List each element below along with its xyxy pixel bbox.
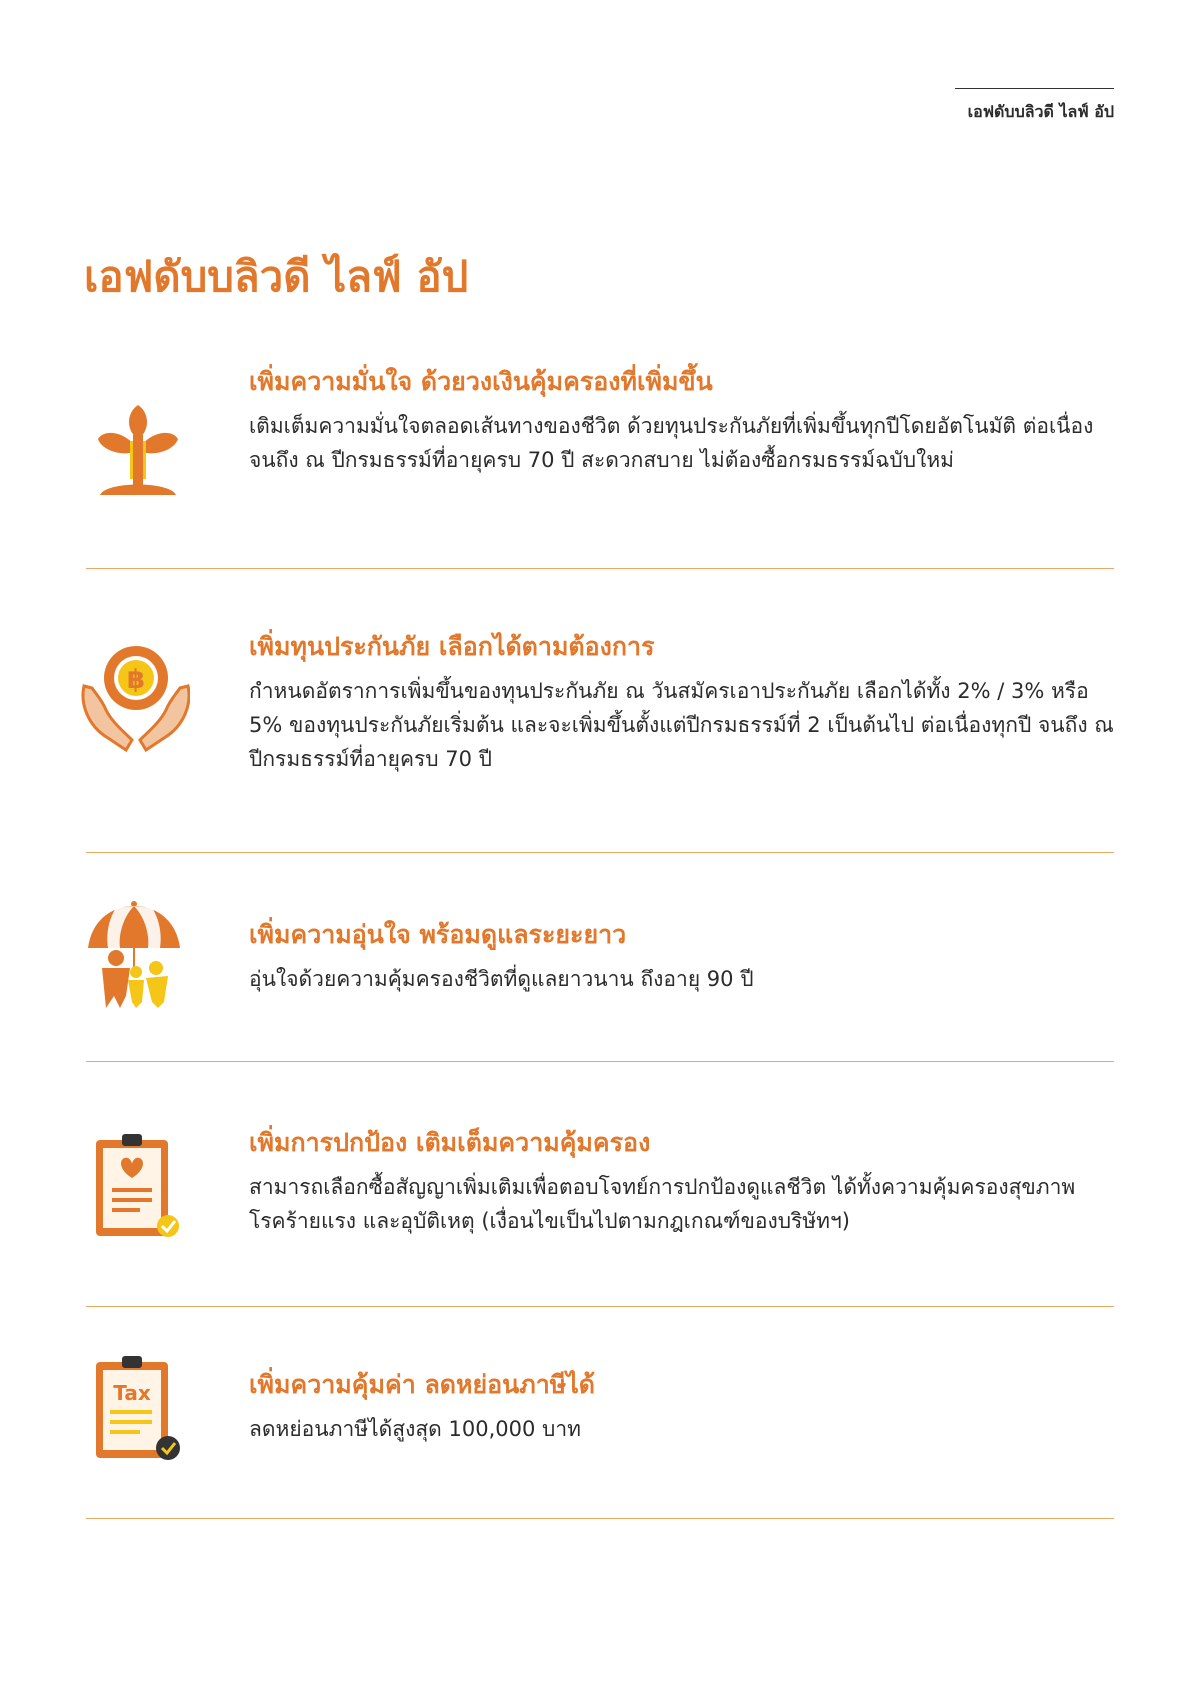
feature-title: เพิ่มความคุ้มค่า ลดหย่อนภาษีได้ — [249, 1370, 596, 1399]
family-umbrella-icon — [86, 898, 198, 1010]
tax-clipboard-check-icon — [86, 1354, 198, 1466]
section-divider — [86, 1306, 1114, 1307]
header-rule — [955, 88, 1114, 89]
page-title: เอฟดับบลิวดี ไลฟ์ อัป — [84, 252, 469, 301]
feature-title: เพิ่มทุนประกันภัย เลือกได้ตามต้องการ — [249, 632, 655, 661]
feature-title: เพิ่มความมั่นใจ ด้วยวงเงินคุ้มครองที่เพิ่มขึ้น — [249, 367, 713, 396]
feature-description: ลดหย่อนภาษีได้สูงสุด 100,000 บาท — [249, 1417, 581, 1441]
section-divider — [86, 568, 1114, 569]
section-divider — [86, 1518, 1114, 1519]
sprout-plant-icon — [86, 391, 198, 503]
feature-description: เติมเต็มความมั่นใจตลอดเส้นทางของชีวิต ด้วยทุนประกันภัยที่เพิ่มขึ้นทุกปีโดยอัตโนมัติ ต่อเนื่องจนถึง ณ ปีกรมธรรม์ที่อายุครบ 70 ปี สะดวกสบาย ไม่ต้องซื้อกรมธรรม์ฉบับใหม่ — [249, 414, 1094, 472]
hands-holding-baht-coin-icon — [78, 642, 190, 754]
health-clipboard-check-icon — [86, 1134, 198, 1246]
feature-description: สามารถเลือกซื้อสัญญาเพิ่มเติมเพื่อตอบโจทย์การปกป้องดูแลชีวิต ได้ทั้งความคุ้มครองสุขภาพ โรคร้ายแรง และอุบัติเหตุ (เงื่อนไขเป็นไปตามกฎเกณฑ์ของบริษัทฯ) — [249, 1175, 1076, 1233]
tax-label: Tax — [113, 1381, 151, 1405]
svg-text:฿: ฿ — [126, 665, 146, 695]
feature-title: เพิ่มการปกป้อง เติมเต็มความคุ้มครอง — [249, 1128, 651, 1157]
feature-description: อุ่นใจด้วยความคุ้มครองชีวิตที่ดูแลยาวนาน ถึงอายุ 90 ปี — [249, 967, 754, 991]
feature-title: เพิ่มความอุ่นใจ พร้อมดูแลระยะยาว — [249, 920, 627, 949]
section-divider — [86, 852, 1114, 853]
header-label: เอฟดับบลิวดี ไลฟ์ อัป — [967, 102, 1114, 121]
section-divider — [86, 1061, 1114, 1062]
feature-description: กำหนดอัตราการเพิ่มขึ้นของทุนประกันภัย ณ วันสมัครเอาประกันภัย เลือกได้ทั้ง 2% / 3% หรือ 5% ของทุนประกันภัยเริ่มต้น และจะเพิ่มขึ้นตั้งแต่ปีกรมธรรม์ที่ 2 เป็นต้นไป ต่อเนื่องทุกปี จนถึง ณ ปีกรมธรรม์ที่อายุครบ 70 ปี — [249, 679, 1114, 771]
